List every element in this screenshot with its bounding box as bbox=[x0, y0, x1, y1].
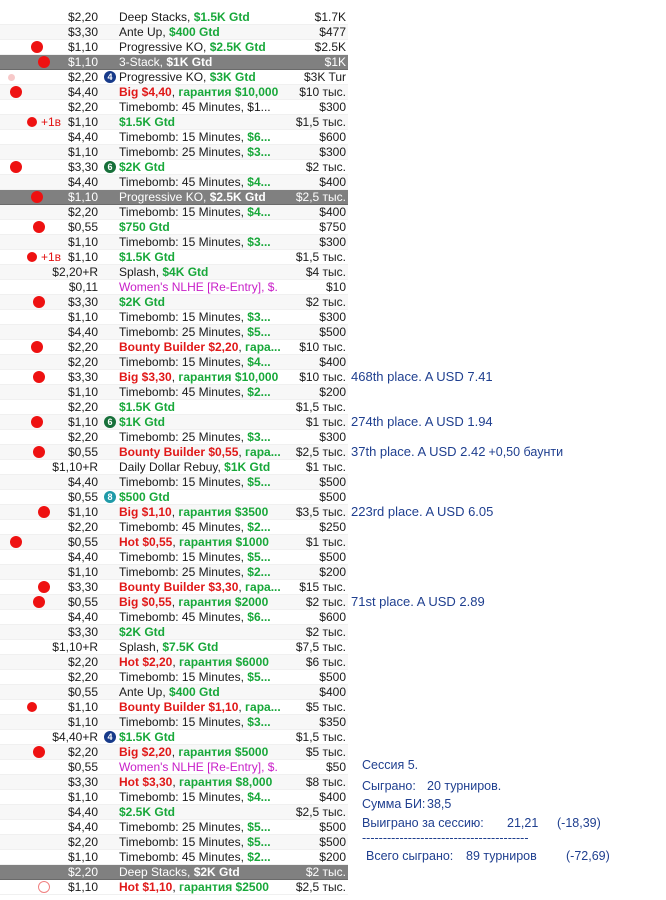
seat-count-badge: 4 bbox=[104, 731, 116, 743]
tournament-row[interactable] bbox=[0, 100, 348, 115]
prize-pool: $350 bbox=[319, 715, 346, 729]
buyin-value: $4,40 bbox=[67, 550, 98, 564]
tournament-row[interactable] bbox=[0, 190, 348, 205]
result-note: 274th place. A USD 1.94 bbox=[351, 414, 493, 429]
registered-dot-icon bbox=[33, 371, 45, 383]
prize-pool: $600 bbox=[319, 610, 346, 624]
tournament-row[interactable] bbox=[0, 700, 348, 715]
tournament-row[interactable] bbox=[0, 145, 348, 160]
prize-pool: $300 bbox=[319, 145, 346, 159]
tournament-row[interactable] bbox=[0, 865, 348, 880]
tournament-name: Ante Up, $400 Gtd bbox=[119, 25, 220, 39]
tournament-row[interactable] bbox=[0, 85, 348, 100]
buyin-value: $2,20+R bbox=[52, 265, 98, 279]
seat-count-badge: 6 bbox=[104, 416, 116, 428]
tournament-row[interactable] bbox=[0, 610, 348, 625]
tournament-name: Hot $3,30, гарантия $8,000 bbox=[119, 775, 273, 789]
tournament-name: Hot $0,55, гарантия $1000 bbox=[119, 535, 269, 549]
prize-pool: $10 тыс. bbox=[299, 85, 346, 99]
tournament-name: Timebomb: 25 Minutes, $5... bbox=[119, 820, 271, 834]
registered-dot-icon bbox=[33, 221, 45, 233]
tournament-name: Deep Stacks, $2K Gtd bbox=[119, 865, 240, 879]
buyin-value: $4,40 bbox=[67, 325, 98, 339]
registered-dot-icon bbox=[31, 416, 43, 428]
seat-count-badge: 6 bbox=[104, 161, 116, 173]
tournament-row[interactable] bbox=[0, 385, 348, 400]
prize-pool: $300 bbox=[319, 100, 346, 114]
tournament-name: Deep Stacks, $1.5K Gtd bbox=[119, 10, 250, 24]
buyin-value: $2,20 bbox=[67, 355, 98, 369]
tournament-name: $500 Gtd bbox=[119, 490, 170, 504]
tournament-name: Timebomb: 25 Minutes, $3... bbox=[119, 430, 271, 444]
buyin-value: $4,40 bbox=[67, 820, 98, 834]
tournament-row[interactable] bbox=[0, 550, 348, 565]
tournament-row[interactable] bbox=[0, 730, 348, 745]
prize-pool: $1.7K bbox=[314, 10, 346, 24]
prize-pool: $1,5 тыс. bbox=[295, 730, 346, 744]
tournament-name: Big $1,10, гарантия $3500 bbox=[119, 505, 269, 519]
tournament-row[interactable] bbox=[0, 70, 348, 85]
prize-pool: $250 bbox=[319, 520, 346, 534]
tournament-row[interactable] bbox=[0, 805, 348, 820]
tournament-name: Timebomb: 25 Minutes, $2... bbox=[119, 565, 271, 579]
prize-pool: $5 тыс. bbox=[305, 700, 346, 714]
tournament-row[interactable] bbox=[0, 475, 348, 490]
tournament-row[interactable] bbox=[0, 220, 348, 235]
buyin-value: $1,10 bbox=[67, 565, 98, 579]
tournament-row[interactable] bbox=[0, 685, 348, 700]
tournament-row[interactable] bbox=[0, 400, 348, 415]
prize-pool: $2,5 тыс. bbox=[295, 445, 346, 459]
result-note: 71st place. A USD 2.89 bbox=[351, 594, 485, 609]
tournament-row[interactable] bbox=[0, 760, 348, 775]
buyin-value: $1,10 bbox=[67, 190, 98, 204]
buyin-value: $2,20 bbox=[67, 865, 98, 879]
prize-pool: $6 тыс. bbox=[305, 655, 346, 669]
buyin-value: $1,10+R bbox=[52, 460, 98, 474]
prize-pool: $2 тыс. bbox=[305, 595, 346, 609]
buyin-value: $1,10 bbox=[67, 880, 98, 894]
buyin-value: $0,55 bbox=[67, 685, 98, 699]
buyin-value: $4,40 bbox=[67, 85, 98, 99]
prize-pool: $1 тыс. bbox=[305, 460, 346, 474]
tournament-name: $1.5K Gtd bbox=[119, 730, 176, 744]
buyin-value: $2,20 bbox=[67, 835, 98, 849]
tournament-name: Timebomb: 15 Minutes, $6... bbox=[119, 130, 271, 144]
tournament-name: Timebomb: 45 Minutes, $1... bbox=[119, 100, 271, 114]
tournament-row[interactable] bbox=[0, 430, 348, 445]
buyin-value: $0,55 bbox=[67, 760, 98, 774]
buyin-value: $1,10 bbox=[67, 235, 98, 249]
tournament-row[interactable] bbox=[0, 40, 348, 55]
tournament-row[interactable] bbox=[0, 415, 348, 430]
tournament-name: Women's NLHE [Re-Entry], $. bbox=[119, 280, 278, 294]
tournament-name: $2K Gtd bbox=[119, 160, 166, 174]
result-note: 223rd place. A USD 6.05 bbox=[351, 504, 494, 519]
buyin-value: $2,20 bbox=[67, 670, 98, 684]
tournament-name: Bounty Builder $3,30, гара... bbox=[119, 580, 281, 594]
tournament-row[interactable] bbox=[0, 490, 348, 505]
tournament-name: Ante Up, $400 Gtd bbox=[119, 685, 220, 699]
tournament-name: 3-Stack, $1K Gtd bbox=[119, 55, 213, 69]
prize-pool: $2 тыс. bbox=[305, 295, 346, 309]
registered-dot-icon bbox=[27, 702, 37, 712]
tournament-name: Timebomb: 45 Minutes, $4... bbox=[119, 175, 271, 189]
tournament-row[interactable] bbox=[0, 655, 348, 670]
buyin-value: $3,30 bbox=[67, 580, 98, 594]
prize-pool: $750 bbox=[319, 220, 346, 234]
buyin-value: $3,30 bbox=[67, 160, 98, 174]
tournament-name: Hot $1,10, гарантия $2500 bbox=[119, 880, 269, 894]
buyin-value: $0,55 bbox=[67, 595, 98, 609]
buyin-value: $0,55 bbox=[67, 490, 98, 504]
tournament-name: Splash, $7.5K Gtd bbox=[119, 640, 219, 654]
buyin-value: $0,55 bbox=[67, 220, 98, 234]
tournament-name: Timebomb: 15 Minutes, $4... bbox=[119, 790, 271, 804]
buyin-value: $2,20 bbox=[67, 400, 98, 414]
prize-pool: $500 bbox=[319, 820, 346, 834]
buyin-value: $1,10 bbox=[67, 250, 98, 264]
tournament-row[interactable] bbox=[0, 310, 348, 325]
buyin-value: $3,30 bbox=[67, 295, 98, 309]
tournament-row[interactable] bbox=[0, 370, 348, 385]
buyin-value: $1,10 bbox=[67, 790, 98, 804]
tournament-row[interactable] bbox=[0, 445, 348, 460]
tournament-name: $2K Gtd bbox=[119, 295, 166, 309]
registered-dot-icon bbox=[10, 161, 22, 173]
buyin-value: $4,40 bbox=[67, 805, 98, 819]
prize-pool: $1 тыс. bbox=[305, 415, 346, 429]
tournament-row[interactable] bbox=[0, 625, 348, 640]
tournament-name: $1K Gtd bbox=[119, 415, 166, 429]
tournament-name: $1.5K Gtd bbox=[119, 115, 176, 129]
prize-pool: $2 тыс. bbox=[305, 625, 346, 639]
buyin-value: $4,40+R bbox=[52, 730, 98, 744]
prize-pool: $4 тыс. bbox=[305, 265, 346, 279]
tournament-name: Timebomb: 15 Minutes, $3... bbox=[119, 715, 271, 729]
buyin-value: $1,10 bbox=[67, 310, 98, 324]
registered-dot-icon bbox=[31, 191, 43, 203]
tournament-name: Timebomb: 15 Minutes, $3... bbox=[119, 310, 271, 324]
tournament-row[interactable] bbox=[0, 775, 348, 790]
buyin-value: $1,10 bbox=[67, 700, 98, 714]
buyin-value: $1,10 bbox=[67, 40, 98, 54]
registered-dot-icon bbox=[38, 581, 50, 593]
tournament-row[interactable] bbox=[0, 10, 348, 25]
tournament-name: Timebomb: 15 Minutes, $4... bbox=[119, 205, 271, 219]
tournament-name: Big $4,40, гарантия $10,000 bbox=[119, 85, 279, 99]
result-note: 468th place. A USD 7.41 bbox=[351, 369, 493, 384]
registered-dot-icon bbox=[38, 506, 50, 518]
tournament-row[interactable] bbox=[0, 130, 348, 145]
prize-pool: $3K Tur bbox=[303, 70, 346, 84]
prize-pool: $1,5 тыс. bbox=[295, 250, 346, 264]
tournament-name: Splash, $4K Gtd bbox=[119, 265, 209, 279]
prize-pool: $7,5 тыс. bbox=[295, 640, 346, 654]
buyin-value: $1,10 bbox=[67, 505, 98, 519]
tournament-list bbox=[0, 10, 348, 895]
buyin-value: $1,10 bbox=[67, 385, 98, 399]
tournament-row[interactable] bbox=[0, 580, 348, 595]
buyin-value: $2,20 bbox=[67, 745, 98, 759]
prize-pool: $500 bbox=[319, 490, 346, 504]
tournament-row[interactable] bbox=[0, 835, 348, 850]
prize-pool: $1 тыс. bbox=[305, 535, 346, 549]
rebuy-count: +1в bbox=[41, 115, 62, 129]
tournament-name: Timebomb: 15 Minutes, $5... bbox=[119, 835, 271, 849]
prize-pool: $477 bbox=[319, 25, 346, 39]
prize-pool: $15 тыс. bbox=[299, 580, 346, 594]
prize-pool: $200 bbox=[319, 850, 346, 864]
buyin-value: $4,40 bbox=[67, 130, 98, 144]
buyin-value: $2,20 bbox=[67, 520, 98, 534]
tournament-name: $2.5K Gtd bbox=[119, 805, 176, 819]
buyin-value: $3,30 bbox=[67, 625, 98, 639]
session-title: Сессия 5. bbox=[362, 758, 419, 772]
prize-pool: $200 bbox=[319, 385, 346, 399]
tournament-name: Big $2,20, гарантия $5000 bbox=[119, 745, 269, 759]
registered-dot-icon bbox=[38, 56, 50, 68]
tournament-name: Timebomb: 15 Minutes, $3... bbox=[119, 235, 271, 249]
tournament-row[interactable] bbox=[0, 115, 348, 130]
prize-pool: $300 bbox=[319, 430, 346, 444]
tournament-name: $1.5K Gtd bbox=[119, 250, 176, 264]
prize-pool: $500 bbox=[319, 835, 346, 849]
tournament-row[interactable] bbox=[0, 25, 348, 40]
prize-pool: $50 bbox=[325, 760, 346, 774]
tournament-row[interactable] bbox=[0, 595, 348, 610]
played-value: 20 турниров. bbox=[427, 779, 502, 793]
tournament-row[interactable] bbox=[0, 565, 348, 580]
buyin-value: $2,20 bbox=[67, 430, 98, 444]
registered-dot-icon bbox=[31, 41, 43, 53]
prize-pool: $300 bbox=[319, 310, 346, 324]
won-label: Выиграно за сессию: bbox=[362, 816, 484, 830]
prize-pool: $2.5K bbox=[314, 40, 346, 54]
buyin-value: $1,10 bbox=[67, 850, 98, 864]
buyin-value: $1,10 bbox=[67, 145, 98, 159]
prize-pool: $500 bbox=[319, 550, 346, 564]
won-value: 21,21 bbox=[507, 816, 539, 830]
buyin-value: $3,30 bbox=[67, 370, 98, 384]
tournament-row[interactable] bbox=[0, 670, 348, 685]
tournament-name: Timebomb: 45 Minutes, $2... bbox=[119, 850, 271, 864]
tournament-name: Timebomb: 25 Minutes, $3... bbox=[119, 145, 271, 159]
tournament-row[interactable] bbox=[0, 715, 348, 730]
prize-pool: $10 тыс. bbox=[299, 340, 346, 354]
tournament-name: Progressive KO, $3K Gtd bbox=[119, 70, 256, 84]
prize-pool: $600 bbox=[319, 130, 346, 144]
buyin-value: $2,20 bbox=[67, 340, 98, 354]
tournament-row[interactable] bbox=[0, 205, 348, 220]
tournament-row[interactable] bbox=[0, 850, 348, 865]
rebuy-count: +1в bbox=[41, 250, 62, 264]
tournament-row[interactable] bbox=[0, 640, 348, 655]
prize-pool: $500 bbox=[319, 670, 346, 684]
tournament-row[interactable] bbox=[0, 880, 348, 895]
tournament-row[interactable] bbox=[0, 790, 348, 805]
registered-dot-icon bbox=[31, 341, 43, 353]
seat-count-badge: 8 bbox=[104, 491, 116, 503]
prize-pool: $2,5 тыс. bbox=[295, 880, 346, 894]
buyin-value: $2,20 bbox=[67, 10, 98, 24]
buyin-value: $2,20 bbox=[67, 100, 98, 114]
prize-pool: $5 тыс. bbox=[305, 745, 346, 759]
tournament-row[interactable] bbox=[0, 355, 348, 370]
tournament-name: Progressive KO, $2.5K Gtd bbox=[119, 190, 266, 204]
tournament-name: Timebomb: 15 Minutes, $5... bbox=[119, 550, 271, 564]
buyin-value: $4,40 bbox=[67, 175, 98, 189]
tournament-row[interactable] bbox=[0, 250, 348, 265]
tournament-name: Bounty Builder $2,20, гара... bbox=[119, 340, 281, 354]
played-label: Сыграно: bbox=[362, 779, 416, 793]
tournament-row[interactable] bbox=[0, 505, 348, 520]
total-diff: (-72,69) bbox=[566, 849, 610, 863]
registered-dot-icon bbox=[10, 86, 22, 98]
registered-dot-icon bbox=[27, 117, 37, 127]
result-note: 37th place. A USD 2.42 +0,50 баунти bbox=[351, 444, 564, 459]
prize-pool: $400 bbox=[319, 355, 346, 369]
buyin-value: $2,20 bbox=[67, 655, 98, 669]
tournament-row[interactable] bbox=[0, 295, 348, 310]
tournament-name: $2K Gtd bbox=[119, 625, 166, 639]
prize-pool: $2 тыс. bbox=[305, 865, 346, 879]
prize-pool: $2,5 тыс. bbox=[295, 805, 346, 819]
buyin-value: $2,20 bbox=[67, 70, 98, 84]
tournament-row[interactable] bbox=[0, 460, 348, 475]
registered-dot-icon bbox=[33, 446, 45, 458]
tournament-row[interactable] bbox=[0, 235, 348, 250]
tournament-row[interactable] bbox=[0, 55, 348, 70]
prize-pool: $400 bbox=[319, 205, 346, 219]
buyin-value: $4,40 bbox=[67, 610, 98, 624]
prize-pool: $400 bbox=[319, 790, 346, 804]
tournament-name: Timebomb: 15 Minutes, $5... bbox=[119, 475, 271, 489]
buyin-value: $1,10 bbox=[67, 115, 98, 129]
summary-divider: ---------------------------------------- bbox=[362, 831, 529, 845]
buyin-value: $1,10 bbox=[67, 715, 98, 729]
prize-pool: $3,5 тыс. bbox=[295, 505, 346, 519]
prize-pool: $10 тыс. bbox=[299, 370, 346, 384]
won-diff: (-18,39) bbox=[557, 816, 601, 830]
tournament-name: Bounty Builder $0,55, гара... bbox=[119, 445, 281, 459]
tournament-row[interactable] bbox=[0, 175, 348, 190]
tournament-row[interactable] bbox=[0, 745, 348, 760]
bi-label: Сумма БИ: bbox=[362, 797, 426, 811]
tournament-name: Daily Dollar Rebuy, $1K Gtd bbox=[119, 460, 271, 474]
tournament-name: Progressive KO, $2.5K Gtd bbox=[119, 40, 266, 54]
tournament-name: $1.5K Gtd bbox=[119, 400, 176, 414]
tournament-name: Timebomb: 45 Minutes, $2... bbox=[119, 385, 271, 399]
prize-pool: $10 bbox=[325, 280, 346, 294]
seat-count-badge: 4 bbox=[104, 71, 116, 83]
prize-pool: $8 тыс. bbox=[305, 775, 346, 789]
registered-dot-icon bbox=[10, 536, 22, 548]
prize-pool: $2,5 тыс. bbox=[295, 190, 346, 204]
tournament-row[interactable] bbox=[0, 280, 348, 295]
tournament-row[interactable] bbox=[0, 820, 348, 835]
tournament-name: Timebomb: 45 Minutes, $2... bbox=[119, 520, 271, 534]
prize-pool: $200 bbox=[319, 565, 346, 579]
tournament-name: Timebomb: 15 Minutes, $4... bbox=[119, 355, 271, 369]
buyin-value: $3,30 bbox=[67, 25, 98, 39]
buyin-value: $3,30 bbox=[67, 775, 98, 789]
prize-pool: $400 bbox=[319, 175, 346, 189]
buyin-value: $1,10+R bbox=[52, 640, 98, 654]
tournament-row[interactable] bbox=[0, 160, 348, 175]
tournament-row[interactable] bbox=[0, 325, 348, 340]
bi-value: 38,5 bbox=[427, 797, 452, 811]
buyin-value: $0,55 bbox=[67, 535, 98, 549]
prize-pool: $1,5 тыс. bbox=[295, 400, 346, 414]
buyin-value: $1,10 bbox=[67, 55, 98, 69]
tournament-name: Bounty Builder $1,10, гара... bbox=[119, 700, 281, 714]
tournament-row[interactable] bbox=[0, 340, 348, 355]
prize-pool: $1K bbox=[324, 55, 346, 69]
registered-dot-icon bbox=[33, 596, 45, 608]
tournament-name: $750 Gtd bbox=[119, 220, 170, 234]
tournament-name: Timebomb: 15 Minutes, $5... bbox=[119, 670, 271, 684]
tournament-name: Big $0,55, гарантия $2000 bbox=[119, 595, 269, 609]
total-value: 89 турниров bbox=[466, 849, 537, 863]
tournament-name: Big $3,30, гарантия $10,000 bbox=[119, 370, 279, 384]
tournament-row[interactable] bbox=[0, 535, 348, 550]
buyin-value: $0,11 bbox=[68, 280, 98, 294]
prize-pool: $1,5 тыс. bbox=[295, 115, 346, 129]
buyin-value: $4,40 bbox=[67, 475, 98, 489]
total-label: Всего сыграно: bbox=[366, 849, 454, 863]
tournament-row[interactable] bbox=[0, 520, 348, 535]
prize-pool: $500 bbox=[319, 475, 346, 489]
registered-ring-icon bbox=[38, 881, 50, 893]
buyin-value: $0,55 bbox=[67, 445, 98, 459]
buyin-value: $1,10 bbox=[67, 415, 98, 429]
bounty-note: +0,50 баунти bbox=[488, 445, 564, 459]
prize-pool: $400 bbox=[319, 685, 346, 699]
tournament-name: Hot $2,20, гарантия $6000 bbox=[119, 655, 269, 669]
tournament-row[interactable] bbox=[0, 265, 348, 280]
prize-pool: $500 bbox=[319, 325, 346, 339]
registered-dot-icon bbox=[33, 296, 45, 308]
buyin-value: $2,20 bbox=[67, 205, 98, 219]
registered-dot-icon bbox=[27, 252, 37, 262]
prize-pool: $300 bbox=[319, 235, 346, 249]
registered-dot-icon bbox=[8, 74, 15, 81]
registered-dot-icon bbox=[33, 746, 45, 758]
tournament-name: Timebomb: 25 Minutes, $5... bbox=[119, 325, 271, 339]
prize-pool: $2 тыс. bbox=[305, 160, 346, 174]
tournament-name: Women's NLHE [Re-Entry], $. bbox=[119, 760, 278, 774]
tournament-name: Timebomb: 45 Minutes, $6... bbox=[119, 610, 271, 624]
